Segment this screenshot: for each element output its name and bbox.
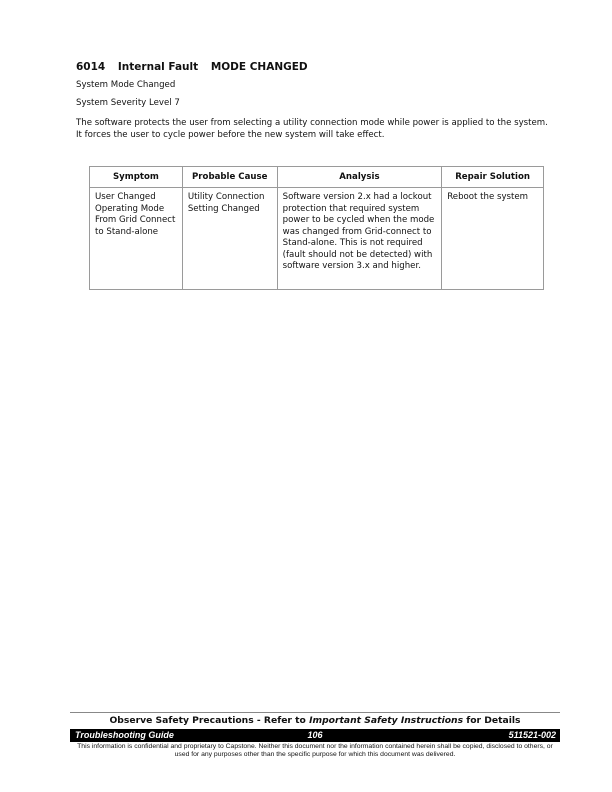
fault-table — [89, 166, 544, 290]
fault-code: 6014 — [76, 61, 106, 73]
cell-symptom: User Changed Operating Mode From Grid Connect to Stand-alone — [90, 188, 183, 290]
table-row — [90, 188, 544, 290]
severity-line: System Severity Level 7 — [76, 98, 180, 108]
document-number: 511521-002 — [508, 730, 556, 740]
cell-analysis: Software version 2.x had a lockout protection that required system power to be cycled when the mode was changed from Grid-connect to Stand-alone. This is not required (fault should not be detected) with software version 3.x and higher. — [277, 188, 442, 290]
fault-description: The software protects the user from selecting a utility connection mode while power is applied to the system. It forces the user to cycle power before the new system will take effect. — [76, 118, 548, 140]
header-analysis: Analysis — [277, 167, 442, 188]
fault-name: Internal Fault — [117, 61, 199, 73]
header-probable-cause: Probable Cause — [182, 167, 277, 188]
header-repair-solution: Repair Solution — [442, 167, 544, 188]
confidentiality-notice: This information is confidential and proprietary to Capstone. Neither this document nor the information contained herein shall be copied, disclosed to others, or used for any purposes other than the specific purpose for which this document was delivered. — [77, 743, 553, 758]
section-heading — [76, 61, 317, 73]
warning-suffix: for Details — [463, 715, 521, 726]
safety-instructions-reference: Important Safety Instructions — [309, 715, 464, 726]
page-number: 106 — [307, 730, 323, 740]
warning-prefix: Observe Safety Precautions - Refer to — [109, 715, 310, 726]
header-symptom: Symptom — [90, 167, 183, 188]
cell-repair-solution: Reboot the system — [442, 188, 544, 290]
footer-bar — [70, 729, 560, 742]
table-header-row — [90, 167, 544, 188]
cell-probable-cause: Utility Connection Setting Changed — [182, 188, 277, 290]
safety-warning — [70, 712, 560, 726]
guide-title: Troubleshooting Guide — [75, 730, 174, 740]
fault-type: MODE CHANGED — [210, 61, 308, 73]
system-mode-line: System Mode Changed — [76, 80, 176, 90]
